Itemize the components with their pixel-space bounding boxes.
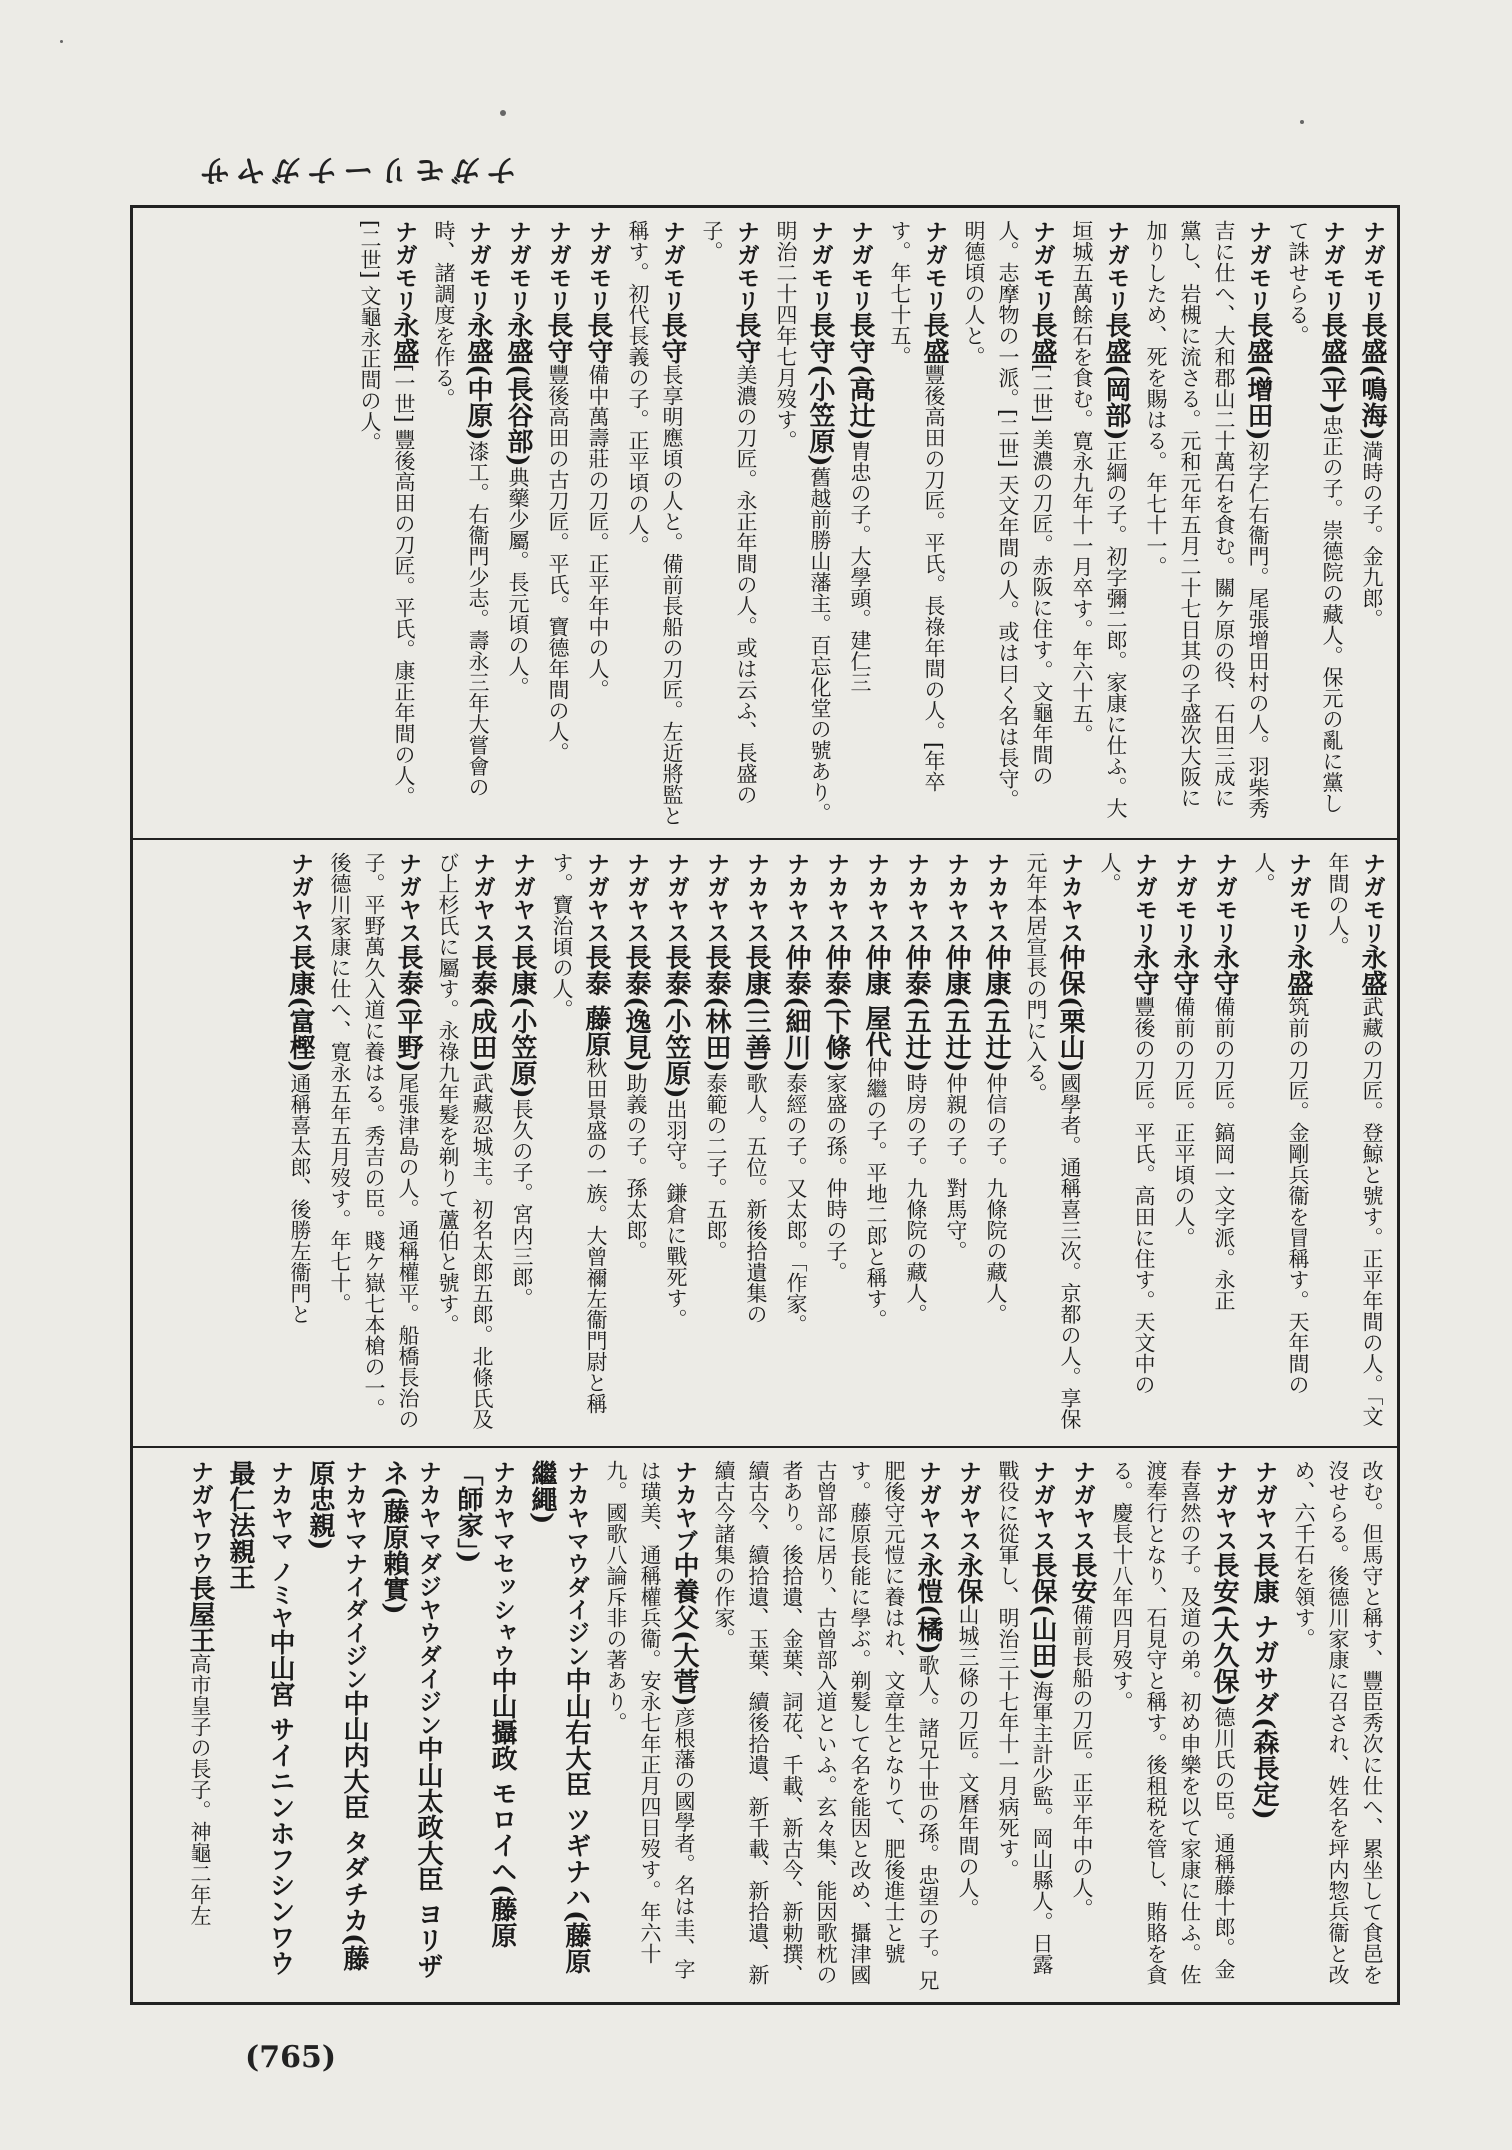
entry-headword: 長屋王 [185,1575,215,1653]
dictionary-entry [1355,220,1389,828]
print-speck [60,40,63,43]
entry-headword: 永保 [953,1552,983,1604]
dictionary-entry [991,1460,1059,1992]
entry-description: 典藥少屬。長元頃の人。 [506,466,530,698]
dictionary-entry [939,852,973,1436]
entry-reading: ナガモリ [1285,852,1311,944]
entry-description: 泰經の子。又太郎。「作家。 [784,1072,808,1336]
entry-reading: ナガモリ [733,220,759,312]
dictionary-entry [951,1460,985,1992]
dictionary-entry [1065,1460,1099,1992]
entry-description: 尾張津島の人。通稱權平。船橋長治の子。平野萬久入道に養はる。秀吉の臣。賤ケ嶽七本槍の一。後德川家康に仕へ、寛永五年五月歿す。年七十。 [328,852,420,1430]
entry-headword: 長盛(平) [1317,312,1347,415]
entry-headword: 長泰 藤原 [581,944,611,1058]
entry-reading: ナガヤス [663,852,689,944]
entry-headword: 長康 ナガサダ(森長定) [1249,1552,1279,1820]
entry-headword: 中山攝政 モロイヘ(藤原「師家」) [453,1460,517,1949]
dictionary-entry [183,1460,217,1992]
entry-headword: 仲泰(細川) [781,944,811,1073]
band-top [133,208,1397,840]
dictionary-entry [1093,852,1161,1436]
entry-headword: 永盛 [1357,944,1387,996]
entry-reading: ナガモリ [1359,852,1385,944]
dictionary-entry [377,1460,445,1992]
entry-description: 筑前の刀匠。金剛兵衞を冒稱す。天年間の人。 [1252,852,1310,1395]
entry-description: 仲信の子。九條院の藏人。 [984,1072,1008,1325]
entry-headword: 永愷(橘) [913,1552,943,1655]
dictionary-entry [263,1460,297,1992]
dictionary-entry [431,852,499,1436]
entry-description: 彦根藩の國學者。名は圭、字は璜美、通稱權兵衞。安永七年正月四日歿す。年六十九。國歌八論斥非の著あり。 [604,1460,696,1980]
entry-headword: 中山宮 サイニンホフシンワウ [265,1629,295,1977]
entry-reading: ナガヤス [915,1460,941,1552]
entry-reading: ナガモリ [391,220,417,312]
entry-description: 舊越前勝山藩主。百忘化堂の號あり。明治二十四年七月歿す。 [774,220,832,824]
entry-description: 忠正の子。崇德院の藏人。保元の亂に黨して誅せらる。 [1286,220,1344,814]
entry-description: 豐後高田の刀匠。平氏。長祿年間の人。[年卒す。年七十五。 [888,220,946,793]
entry-description: [一世] 豐後高田の刀匠。平氏。康正年間の人。[二世] 文龜永正間の人。 [358,220,416,808]
dictionary-entry [323,852,425,1436]
entry-headword: 永盛 [1283,944,1313,996]
entry-reading: ナカヤス [823,852,849,944]
band-bottom [133,1448,1397,2002]
entry-description: 通稱喜太郎、後勝左衞門と [288,1072,312,1325]
entry-description: 秋田景盛の一族。大曾禰左衞門尉と稱す。寶治頃の人。 [550,852,608,1415]
dictionary-entry [451,1460,519,1992]
entry-reading: ナガヤス [1029,1460,1055,1552]
entry-headword: 中山太政大臣 ヨリザネ(藤原賴實) [379,1460,443,1980]
entry-description: [二世] 美濃の刀匠。赤阪に住す。文龜年間の人。志摩物の一派。[二世] 天文年間の人。或は曰く名は長守。明德頃の人と。 [962,220,1054,811]
dictionary-entry [899,852,933,1436]
entry-description: 改む。但馬守と稱す、豐臣秀次に仕へ、累坐して食邑を沒せらる。後德川家康に召され、姓名を坪内惣兵衞と改め、六千石を領す。 [1292,1460,1384,1985]
entry-reading: ナカヤス [943,852,969,944]
dictionary-entry [707,1460,945,1992]
entry-headword: 長盛(鳴海) [1357,312,1387,441]
entry-reading: ナガモリ [1131,852,1157,944]
entry-headword: 仲泰(五辻) [901,944,931,1073]
dictionary-entry [779,852,813,1436]
dictionary-entry [739,852,773,1436]
entry-description: 德川氏の臣。通稱藤十郎。金春喜然の子。及道の弟。初め申樂を以て家康に仕ふ。佐渡奉行となり、石見守と稱す。後租税を管し、賄賂を貪る。慶長十八年四月歿す。 [1110,1460,1236,1985]
entry-description: 仲繼の子。平地二郎と稱す。 [864,1057,888,1331]
dictionary-entry [353,220,421,828]
entry-headword: 長守 [731,312,761,364]
dictionary-entry [1321,852,1389,1436]
entry-reading: ナガヤス [623,852,649,944]
dictionary-entry [283,852,317,1436]
entry-reading: ナガモリ [1103,220,1129,312]
text-frame [130,205,1400,2005]
entry-headword: 長泰(成田) [467,944,497,1073]
entry-headword: 長盛(增田) [1243,312,1273,441]
entry-reading: ナガモリ [465,220,491,312]
entry-reading: ナガヤス [1069,1460,1095,1552]
entry-headword: 長盛 [1027,312,1057,364]
entry-reading: ナカヤス [983,852,1009,944]
dictionary-entry [545,852,613,1436]
entry-description: 胄忠の子。大學頭。建仁三 [848,440,872,693]
entry-description: 美濃の刀匠。永正年間の人。或は云ふ、長盛の子。 [700,220,758,805]
entry-headword: 長泰(小笠原) [661,944,691,1099]
dictionary-entry [957,220,1059,828]
entry-reading: ナガモリ [545,220,571,312]
dictionary-entry [1247,1460,1281,1992]
entry-headword: 中山右大臣 ツギナハ(藤原繼繩) [527,1460,591,1975]
entry-reading: ナガモリ [1211,852,1237,944]
entry-description: 仲親の子。對馬守。 [944,1072,968,1262]
dictionary-entry [699,852,733,1436]
entry-reading: ナガヤス [1211,1460,1237,1552]
dictionary-entry [819,852,853,1436]
entry-headword: 長守 [543,312,573,364]
running-head: ナガモリーナガヤサ [193,152,517,187]
entry-reading: ナガモリ [1319,220,1345,312]
entry-reading: ナガモリ [847,220,873,312]
entry-reading: ナガモリ [1171,852,1197,944]
entry-description: 武藏の刀匠。登鯨と號す。正平年間の人。「文年間の人。 [1326,852,1384,1427]
dictionary-entry [501,220,535,828]
entry-headword: 永守 [1209,944,1239,996]
dictionary-entry [599,1460,701,1992]
entry-headword: 長康(三善) [741,944,771,1073]
band-top-columns [141,220,1389,828]
dictionary-entry [505,852,539,1436]
dictionary-entry [1065,220,1133,828]
band-bottom-columns [141,1460,1389,1992]
entry-description: 備前の刀匠。鎬岡一文字派。永正 [1212,996,1236,1311]
dictionary-entry [525,1460,593,1992]
entry-headword: 長守(高辻) [845,312,875,441]
entry-description: 長享明應頃の人と。備前長船の刀匠。左近將監と稱す。初代長義の子。正平頃の人。 [626,220,684,826]
entry-description: 海軍主計少監。岡山縣人。日露戰役に從軍し、明治三十七年十一月病死す。 [996,1460,1054,1975]
page-number: (765) [245,2040,337,2075]
entry-headword: 長泰(林田) [701,944,731,1073]
entry-description: 助義の子。孫太郎。 [624,1072,648,1262]
entry-headword: 仲保(栗山) [1055,944,1085,1073]
print-speck [1300,120,1304,124]
dictionary-entry [621,220,689,828]
entry-description: 豐後高田の古刀匠。平氏。寶德年間の人。 [546,364,570,763]
dictionary-entry [695,220,763,828]
dictionary-entry [1287,1460,1389,1992]
entry-headword: 長安(大久保) [1209,1552,1239,1707]
entry-headword: 長盛(岡部) [1101,312,1131,441]
entry-headword: 仲泰(下條) [821,944,851,1073]
entry-description: 武藏忍城主。初名太郎五郎。北條氏及び上杉氏に屬す。永祿九年髮を剃りて蘆伯と號す。 [436,852,494,1430]
entry-reading: ナカヤマナイダイジン [341,1460,367,1690]
entry-headword: 長守(小笠原) [805,312,835,467]
entry-reading: ナガモリ [585,220,611,312]
entry-headword: 中山内大臣 タダチカ(藤原忠親) [305,1460,369,1972]
entry-reading: ナカヤマダジヤウダイジン [415,1460,441,1736]
entry-reading: ナカヤマセッシャウ [489,1460,515,1667]
entry-description: 時房の子。九條院の藏人。 [904,1072,928,1325]
entry-reading: ナガヤス [395,852,421,944]
dictionary-entry [303,1460,371,1992]
entry-headword: 仲康(五辻) [981,944,1011,1073]
entry-reading: ナガヤス [509,852,535,944]
dictionary-entry [1207,852,1241,1436]
entry-description: 備前の刀匠。正平頃の人。 [1172,996,1196,1248]
entry-description: 初字仁右衞門。尾張增田村の人。羽柴秀吉に仕へ、大和郡山二十萬石を食む。關ケ原の役、石田三成に黨し、岩槻に流さる。元和元年五月二十七日其の子盛次大阪に加りしため、死を賜はる。年七十一。 [1144,220,1270,819]
dictionary-entry [659,852,693,1436]
entry-description: 家盛の孫。仲時の子。 [824,1072,848,1283]
entry-reading: ナガヤス [955,1460,981,1552]
entry-description: 漆工。右衞門少志。壽永三年大嘗會の時、諸調度を作る。 [432,220,490,798]
dictionary-entry [1019,852,1087,1436]
entry-description: 歌人。諸兄十世の孫。忠望の子。兄肥後守元愷に養はれ、文章生となりて、肥後進士と號す。藤原長能に學ぶ。剃髮して名を能因と改め、攝津國古曾部に居り、古曾部入道といふ。玄々集、能因歌枕の者あり。後拾遺、金葉、詞花、千載、新古今、新勅撰、續古今、續拾遺、玉葉、續後拾遺、新千載、新拾遺、新續古今諸集の作家。 [712,1460,940,1991]
entry-description: 正綱の子。初字彌二郎。家康に仕ふ。大垣城五萬餘石を食む。寛永九年十一月卒す。年六十五。 [1070,220,1128,819]
dictionary-entry [1281,220,1349,828]
entry-description: 國學者。通稱喜三次。京都の人。享保元年本居宣長の門に入る。 [1024,852,1082,1430]
band-middle-columns [141,852,1389,1436]
dictionary-entry [883,220,951,828]
entry-headword: 永盛(中原) [463,312,493,441]
entry-reading: ナカヤス [863,852,889,944]
band-middle [133,840,1397,1448]
entry-description: 満時の子。金九郎。 [1360,440,1384,630]
dictionary-entry [223,1460,257,1992]
entry-description: 泰範の二子。五郎。 [704,1072,728,1262]
entry-headword: 中養父(大菅) [669,1552,699,1707]
entry-reading: ナカヤマウダイジン [563,1460,589,1667]
entry-headword: 長安 [1067,1552,1097,1604]
entry-headword: 長盛 [919,312,949,364]
entry-headword: 長守 [657,312,687,364]
dictionary-entry [769,220,837,828]
entry-reading: ナカヤス [783,852,809,944]
dictionary-entry [619,852,653,1436]
entry-headword: 長守 [583,312,613,364]
dictionary-entry [1247,852,1315,1436]
entry-headword: 永守 [1129,944,1159,996]
entry-headword: 長康(富樫) [285,944,315,1073]
entry-description: 備前長船の刀匠。正平年中の人。 [1070,1604,1094,1919]
entry-reading: ナガヤス [583,852,609,944]
entry-description: 高市皇子の長子。神龜二年左 [188,1653,212,1926]
entry-description: 歌人。五位。新後拾遺集の [744,1072,768,1325]
dictionary-entry [979,852,1013,1436]
dictionary-entry [1105,1460,1241,1992]
entry-description: 備中萬壽莊の刀匠。正平年中の人。 [586,364,610,700]
entry-reading: ナガモリ [659,220,685,312]
entry-description: 豐後の刀匠。平氏。高田に住す。天文中の人。 [1098,852,1156,1395]
entry-reading: ナガモリ [505,220,531,312]
entry-description: 出羽守。鎌倉に戰死す。 [664,1098,688,1330]
dictionary-entry [1139,220,1275,828]
entry-reading: ナガモリ [1245,220,1271,312]
entry-reading: ナガヤス [703,852,729,944]
dictionary-entry [859,852,893,1436]
entry-reading: ナガモリ [1359,220,1385,312]
entry-headword: 長泰(逸見) [621,944,651,1073]
entry-description: 長久の子。宮内三郎。 [510,1098,534,1309]
dictionary-entry [1167,852,1201,1436]
entry-reading: ナガモリ [1029,220,1055,312]
entry-headword: 長保(山田) [1027,1552,1057,1681]
entry-reading: ナガモリ [921,220,947,312]
entry-reading: ナカヤス [743,852,769,944]
entry-description: 山城三條の刀匠。文曆年間の人。 [956,1604,980,1919]
print-speck [500,110,506,116]
entry-reading: ナガモリ [807,220,833,312]
entry-reading: ナカヤブ [671,1460,697,1552]
entry-reading: ナガヤス [287,852,313,944]
dictionary-entry [843,220,877,828]
dictionary-entry [427,220,495,828]
entry-headword: 仲康(五辻) [941,944,971,1073]
entry-headword: 最仁法親王 [225,1460,255,1590]
entry-headword: 永盛 [389,312,419,364]
entry-reading: ナカヤス [903,852,929,944]
entry-headword: 仲康 屋代 [861,944,891,1058]
dictionary-entry [581,220,615,828]
entry-headword: 永守 [1169,944,1199,996]
entry-headword: 長康(小笠原) [507,944,537,1099]
entry-reading: ナガヤス [469,852,495,944]
entry-headword: 長泰(平野) [393,944,423,1073]
entry-headword: 永盛(長谷部) [503,312,533,467]
entry-reading: ナガヤス [1251,1460,1277,1552]
entry-reading: ナガヤワウ [187,1460,213,1575]
entry-reading: ナカヤマ ノミヤ [267,1460,293,1630]
entry-reading: ナカヤス [1057,852,1083,944]
dictionary-entry [541,220,575,828]
